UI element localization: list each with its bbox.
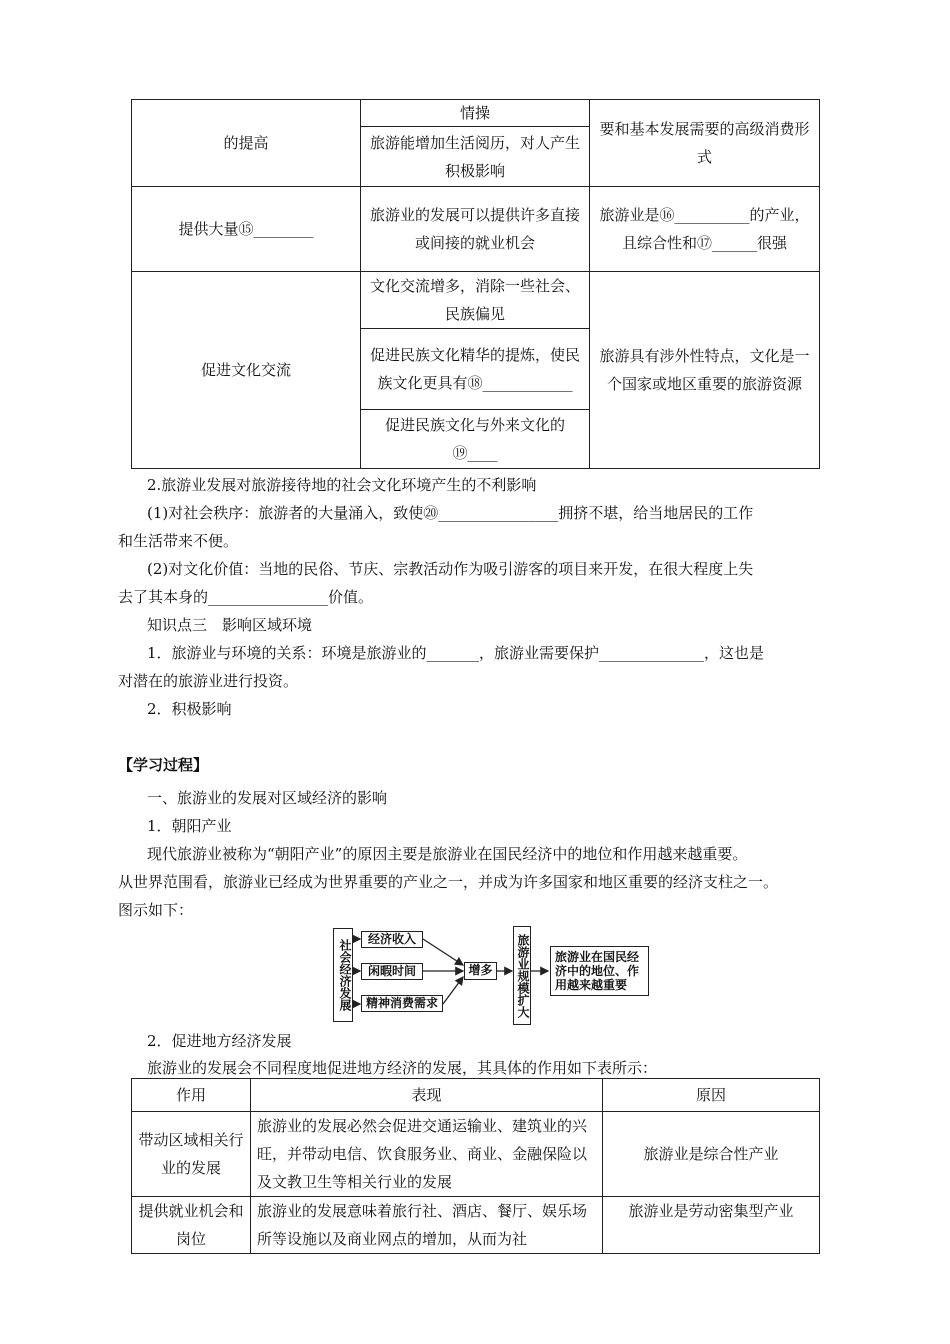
table-header-cell: 原因 bbox=[603, 1079, 820, 1112]
knowledge-point-title: 知识点三 影响区域环境 bbox=[147, 616, 313, 634]
paragraph: 从世界范围看，旅游业已经成为世界重要的产业之一，并成为许多国家和地区重要的经济支柱之一。 bbox=[118, 873, 779, 891]
table-cell-manifest: 情操 bbox=[361, 100, 590, 127]
table-cell-effect: 提供就业机会和岗位 bbox=[132, 1197, 251, 1254]
paragraph: (2)对文化价值：当地的民俗、节庆、宗教活动作为吸引游客的项目来开发，在很大程度上失 bbox=[147, 560, 754, 578]
table-header-cell: 表现 bbox=[251, 1079, 603, 1112]
section-2-title: 2.旅游业发展对旅游接待地的社会文化环境产生的不利影响 bbox=[147, 476, 537, 494]
table-cell-manifest: 促进民族文化精华的提炼，使民族文化更具有⑱____________ bbox=[361, 329, 590, 410]
learning-process-heading: 【学习过程】 bbox=[118, 756, 209, 774]
table-cell-reason: 旅游业是综合性产业 bbox=[603, 1112, 820, 1197]
table-cell-manifest: 促进民族文化与外来文化的⑲____ bbox=[361, 410, 590, 469]
diagram-factor-box: 闲暇时间 bbox=[361, 963, 423, 980]
paragraph: 和生活带来不便。 bbox=[118, 532, 239, 550]
paragraph: 去了其本身的________________价值。 bbox=[118, 588, 374, 606]
paragraph: 现代旅游业被称为“朝阳产业”的原因主要是旅游业在国民经济中的地位和作用越来越重要。 bbox=[147, 845, 748, 863]
table-cell-reason: 旅游业是⑯__________的产业，且综合性和⑰______很强 bbox=[590, 187, 820, 272]
paragraph: 图示如下： bbox=[118, 901, 194, 919]
paragraph: 1．旅游业与环境的关系：环境是旅游业的_______，旅游业需要保护______________，这也是 bbox=[147, 644, 765, 662]
table-cell-manifest: 文化交流增多，消除一些社会、民族偏见 bbox=[361, 272, 590, 329]
diagram-result-box: 旅游业在国民经济中的地位、作用越来越重要 bbox=[550, 946, 649, 996]
table-row bbox=[132, 1197, 820, 1254]
subsection-heading: 2．促进地方经济发展 bbox=[147, 1032, 292, 1050]
table-row bbox=[132, 272, 820, 329]
diagram-factor-box: 经济收入 bbox=[361, 931, 423, 948]
table-cell-effect: 带动区域相关行业的发展 bbox=[132, 1112, 251, 1197]
table-header-row bbox=[132, 1079, 820, 1112]
paragraph: 2．积极影响 bbox=[147, 700, 232, 718]
table-cell-manifest: 旅游业的发展可以提供许多直接或间接的就业机会 bbox=[361, 187, 590, 272]
paragraph: (1)对社会秩序：旅游者的大量涌入，致使⑳________________拥挤不堪，给当地居民的工作 bbox=[147, 504, 754, 522]
section-heading: 一、旅游业的发展对区域经济的影响 bbox=[147, 789, 388, 807]
table-row bbox=[132, 1112, 820, 1197]
table-cell-reason: 旅游具有涉外性特点，文化是一个国家或地区重要的旅游资源 bbox=[590, 272, 820, 469]
table-row bbox=[132, 187, 820, 272]
diagram-middle-box: 增多 bbox=[464, 962, 497, 980]
paragraph: 对潜在的旅游业进行投资。 bbox=[118, 672, 299, 690]
table-cell-manifest: 旅游业的发展意味着旅行社、酒店、餐厅、娱乐场所等设施以及商业网点的增加，从而为社 bbox=[251, 1197, 603, 1254]
table-header-cell: 作用 bbox=[132, 1079, 251, 1112]
diagram-source-box: 社会经济发展 bbox=[333, 928, 353, 1022]
table-cell-manifest: 旅游业的发展必然会促进交通运输业、建筑业的兴旺，并带动电信、饮食服务业、商业、金融保险以及文教卫生等相关行业的发展 bbox=[251, 1112, 603, 1197]
paragraph: 旅游业的发展会不同程度地促进地方经济的发展，其具体的作用如下表所示： bbox=[147, 1059, 658, 1077]
diagram-factor-box: 精神消费需求 bbox=[361, 995, 443, 1012]
subsection-heading: 1．朝阳产业 bbox=[147, 817, 232, 835]
flow-diagram bbox=[330, 925, 660, 1027]
table-cell-effect: 促进文化交流 bbox=[132, 272, 361, 469]
diagram-scale-box: 旅游业规模扩大 bbox=[513, 926, 531, 1025]
table-cell-manifest: 旅游能增加生活阅历，对人产生积极影响 bbox=[361, 127, 590, 187]
table-cell-effect: 的提高 bbox=[132, 100, 361, 187]
table-row bbox=[132, 100, 820, 127]
table-2 bbox=[131, 1078, 820, 1254]
table-1 bbox=[131, 99, 820, 469]
table-cell-effect: 提供大量⑮________ bbox=[132, 187, 361, 272]
table-cell-reason: 旅游业是劳动密集型产业 bbox=[603, 1197, 820, 1254]
table-cell-reason: 要和基本发展需要的高级消费形式 bbox=[590, 100, 820, 187]
